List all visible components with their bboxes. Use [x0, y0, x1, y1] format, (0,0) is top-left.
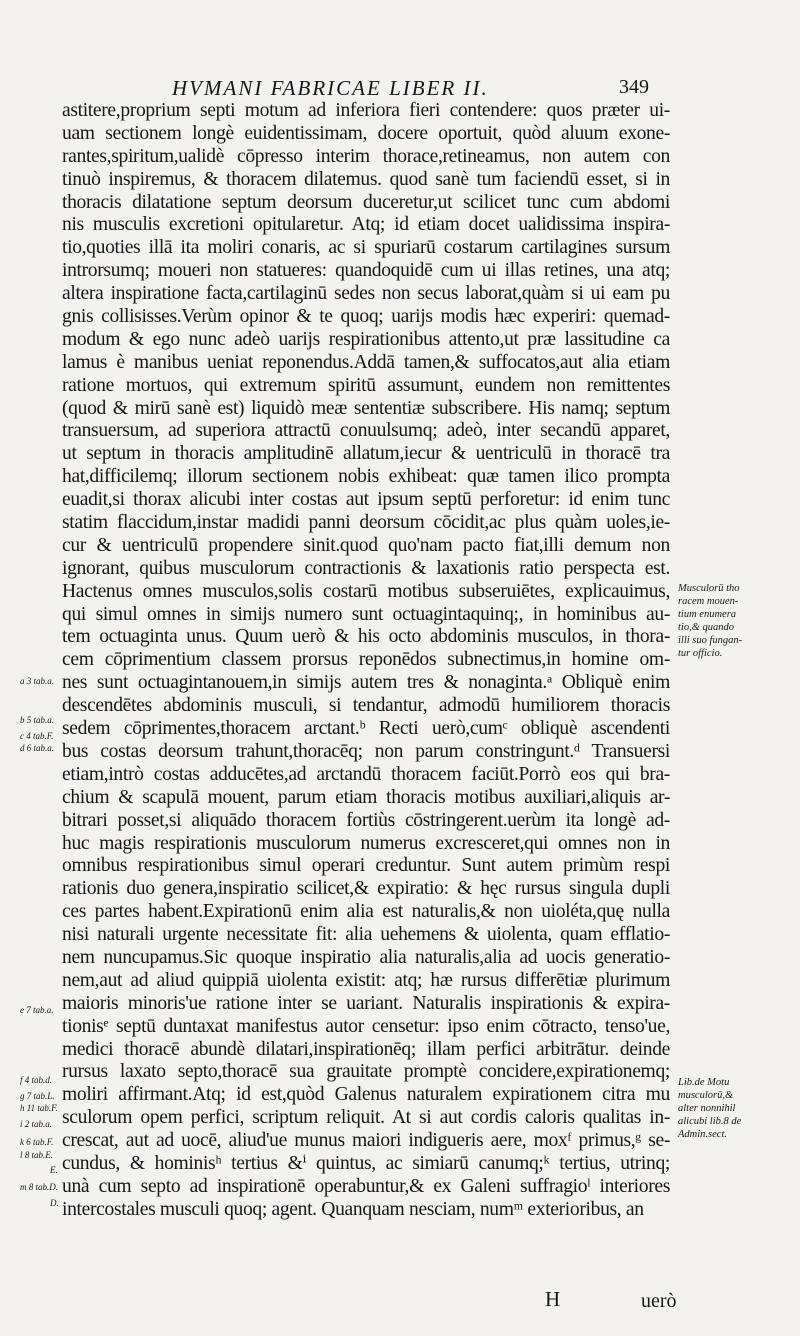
text-line: nisi naturali urgente necessitate fit: alia uehemens & uiolenta, quam efflatio-: [62, 924, 670, 946]
margin-reference: a 3 tab.a.: [20, 676, 55, 686]
margin-reference: c 4 tab.F.: [20, 731, 54, 741]
text-line: qui simul omnes in simijs numero sunt octuagintaquinq;, in hominibus au-: [62, 603, 670, 625]
text-line: moliri affirmant.Atq; id est,quòd Galenus naturalem expirationem citra mu: [62, 1084, 670, 1106]
note-line: musculorū,&: [678, 1090, 734, 1101]
text-line: tionisᵉ septū duntaxat manifestus autor censetur: ipso enim cōtracto, tenso'ue,: [62, 1015, 670, 1037]
margin-reference: E.: [50, 1165, 58, 1175]
margin-reference: m 8 tab.D.: [20, 1182, 58, 1192]
text-line: lamus è manibus ueniat reponendus.Addā tamen,& suffocatos,aut alia etiam: [62, 351, 670, 373]
lib-de-motu-note: [678, 1076, 794, 1141]
text-line: bus costas deorsum trahunt,thoracēq; non parum constringunt.ᵈ Transuersi: [62, 740, 670, 762]
margin-reference: i 2 tab.a.: [20, 1119, 53, 1129]
margin-reference: b 5 tab.a.: [20, 715, 55, 725]
note-line: tium enumera: [678, 609, 737, 620]
running-title: HVMANI FABRICAE LIBER II.: [172, 76, 489, 100]
note-line: illi suo fungan-: [678, 635, 743, 646]
signature-mark: H: [545, 1287, 561, 1311]
text-line: bitrari posset,si aliquādo thoracem fortiùs cōstringerent.uerùm ita longè ad-: [62, 809, 670, 831]
main-text-block: [62, 100, 670, 1222]
text-line: rationis duo genera,inspiratio scilicet,& expiratio: & hęc rursus singula dupli: [62, 878, 670, 900]
text-line: sedem cōprimentes,thoracem arctant.ᵇ Recti uerò,cumᶜ obliquè ascendenti: [62, 718, 670, 740]
text-line: cem cōprimentium classem prorsus reponēdos subnectimus,in homine om-: [62, 649, 670, 671]
musculorum-note: [678, 582, 794, 660]
text-line: cundus, & hominisʰ tertius &ⁱ quintus, ac simiarū canumq;ᵏ tertius, utrinq;: [62, 1152, 670, 1174]
text-line: tinuò inspiremus, & thoracem dilatemus. quod sanè tum faciendū esset, si in: [62, 168, 670, 190]
text-line: euadit,si thorax alicubi inter costas aut ipsum septū perforetur: id enim tunc: [62, 489, 670, 511]
text-line: maioris minoris'ue ratione inter se uariant. Naturalis inspirationis & expira-: [62, 992, 670, 1014]
text-line: chium & scapulā mouent, parum etiam thoracis motibus auxiliari,aliquis ar-: [62, 786, 670, 808]
text-line: gnis collisisses.Verùm opinor & te quoq; uarijs modis hæc experiri: quemad-: [62, 306, 670, 328]
text-line: astitere,proprium septi motum ad inferiora fieri contendere: quos præter ui-: [62, 100, 670, 121]
text-line: statim flaccidum,instar madidi panni deorsum cōcidit,ac plus quàm uoles,ie-: [62, 512, 670, 534]
text-line: ut septum in thoracis amplitudinē allatum,iecur & uentriculū in thoracē tra: [62, 443, 670, 465]
text-line: transuersum, ad superiora attractū conuulsumq; adeò, inter secandū apparet,: [62, 420, 670, 442]
margin-reference: l 8 tab.E.: [20, 1150, 53, 1160]
margin-reference: d 6 tab.a.: [20, 743, 55, 753]
page-number: 349: [619, 76, 649, 98]
text-line: sculorum opem perfici, scriptum reliquit. At si aut cordis caloris qualitas in-: [62, 1107, 670, 1129]
text-line: nis musculis excretioni opitularetur. Atq; id etiam docet ualidissima inspira-: [62, 214, 670, 236]
margin-reference: e 7 tab.a.: [20, 1005, 54, 1015]
text-line: altera inspiratione facta,cartilaginū sedes non secus laborat,quàm si ui eam pu: [62, 283, 670, 305]
text-line: tem octuaginta unus. Quum uerò & his octo abdominis musculos, in thora-: [62, 626, 670, 648]
text-line: omnibus respirationibus simul operari creduntur. Sunt autem primùm respi: [62, 855, 670, 877]
margin-reference: D.: [50, 1198, 59, 1208]
text-line: rursus laxato septo,thoracē sua grauitate promptè concidere,expirationemq;: [62, 1061, 670, 1083]
text-line: uam sectionem longè euidentissimam, docere oportuit, quòd aluum exone-: [62, 122, 670, 144]
text-line: etiam,intrò costas adducētes,ad arctandū thoracem faciūt.Porrò eos qui bra-: [62, 763, 670, 785]
note-line: Musculorū tho: [678, 583, 740, 594]
text-line: unà cum septo ad inspirationē operabuntur,& ex Galeni suffragioˡ interiores: [62, 1175, 670, 1197]
text-line: cur & uentriculū propendere sinit.quod quo'nam pacto fiat,illi demum non: [62, 534, 670, 556]
margin-reference: f 4 tab.d.: [20, 1075, 53, 1085]
text-line: nes sunt octuagintanouem,in simijs autem tres & nonaginta.ᵃ Obliquè enim: [62, 672, 670, 694]
margin-reference: g 7 tab.L.: [20, 1091, 55, 1101]
text-line: (quod & mirū sanè est) liquidò meæ sententiæ subscribere. His namq; septum: [62, 397, 670, 419]
note-line: alter nonnihil: [678, 1103, 736, 1114]
note-line: alicubi lib.8 de: [678, 1116, 742, 1127]
text-line: modum & ego nunc adeò uarijs respirationibus attento,ut præ lassitudine ca: [62, 328, 670, 350]
note-line: racem mouen-: [678, 596, 739, 607]
note-line: Lib.de Motu: [678, 1077, 730, 1088]
text-line: descendētes abdominis musculi, si tendantur, admodū humiliorem thoracis: [62, 695, 670, 717]
text-line: hat,difficilemq; illorum sectionem nobis exhibeat: quæ tamen ilico prompta: [62, 466, 670, 488]
note-line: Admin.sect.: [678, 1129, 727, 1140]
text-line: introrsumq; moueri non statueres: quandoquidē cum ui illas retines, una atq;: [62, 260, 670, 282]
note-line: tio,& quando: [678, 622, 735, 633]
margin-reference: k 6 tab.F.: [20, 1137, 54, 1147]
text-line: nem,aut ad aliud quippiā uiolenta existit: atq; hæ rursus differētiæ plurimum: [62, 969, 670, 991]
text-line: Hactenus omnes musculos,solis costarū motibus subseruiētes, explicauimus,: [62, 580, 670, 602]
text-line: intercostales musculi quoq; agent. Quanquam nesciam, numᵐ exterioribus, an: [62, 1198, 644, 1220]
note-line: tur officio.: [678, 648, 723, 659]
text-line: ces partes habent.Expirationū enim alia est naturalis,& non uioléta,quę nulla: [62, 901, 670, 923]
text-line: huc magis respirationis musculorum numerus excresceret,qui omnes non in: [62, 832, 670, 854]
text-line: nem nuncupamus.Sic quoque inspiratio alia naturalis,alia ad uocis generatio-: [62, 946, 670, 968]
catchword: uerò: [641, 1290, 677, 1312]
text-line: ignorant, quibus musculorum contractionis & laxationis ratio perspecta est.: [62, 557, 670, 579]
text-line: tio,quoties illā ita moliri conaris, ac si spuriarū costarum cartilagines sursum: [62, 237, 670, 259]
text-line: medici thoracē abundè dilatari,inspirationēq; illam perfici arbitrātur. deinde: [62, 1038, 670, 1060]
text-line: rantes,spiritum,ualidè cōpresso interim thorace,retineamus, non autem con: [62, 145, 670, 167]
text-line: crescat, aut ad uocē, aliud'ue munus maiori indigueris aere, moxᶠ primus,ᵍ se-: [62, 1130, 670, 1152]
text-line: thoracis dilatatione septum deorsum duceretur,ut scilicet tunc cum abdomi: [62, 191, 670, 213]
margin-reference: h 11 tab.F.: [20, 1103, 58, 1113]
text-line: ratione mortuos, qui extremum spiritū assumunt, eundem non remittentes: [62, 374, 670, 396]
